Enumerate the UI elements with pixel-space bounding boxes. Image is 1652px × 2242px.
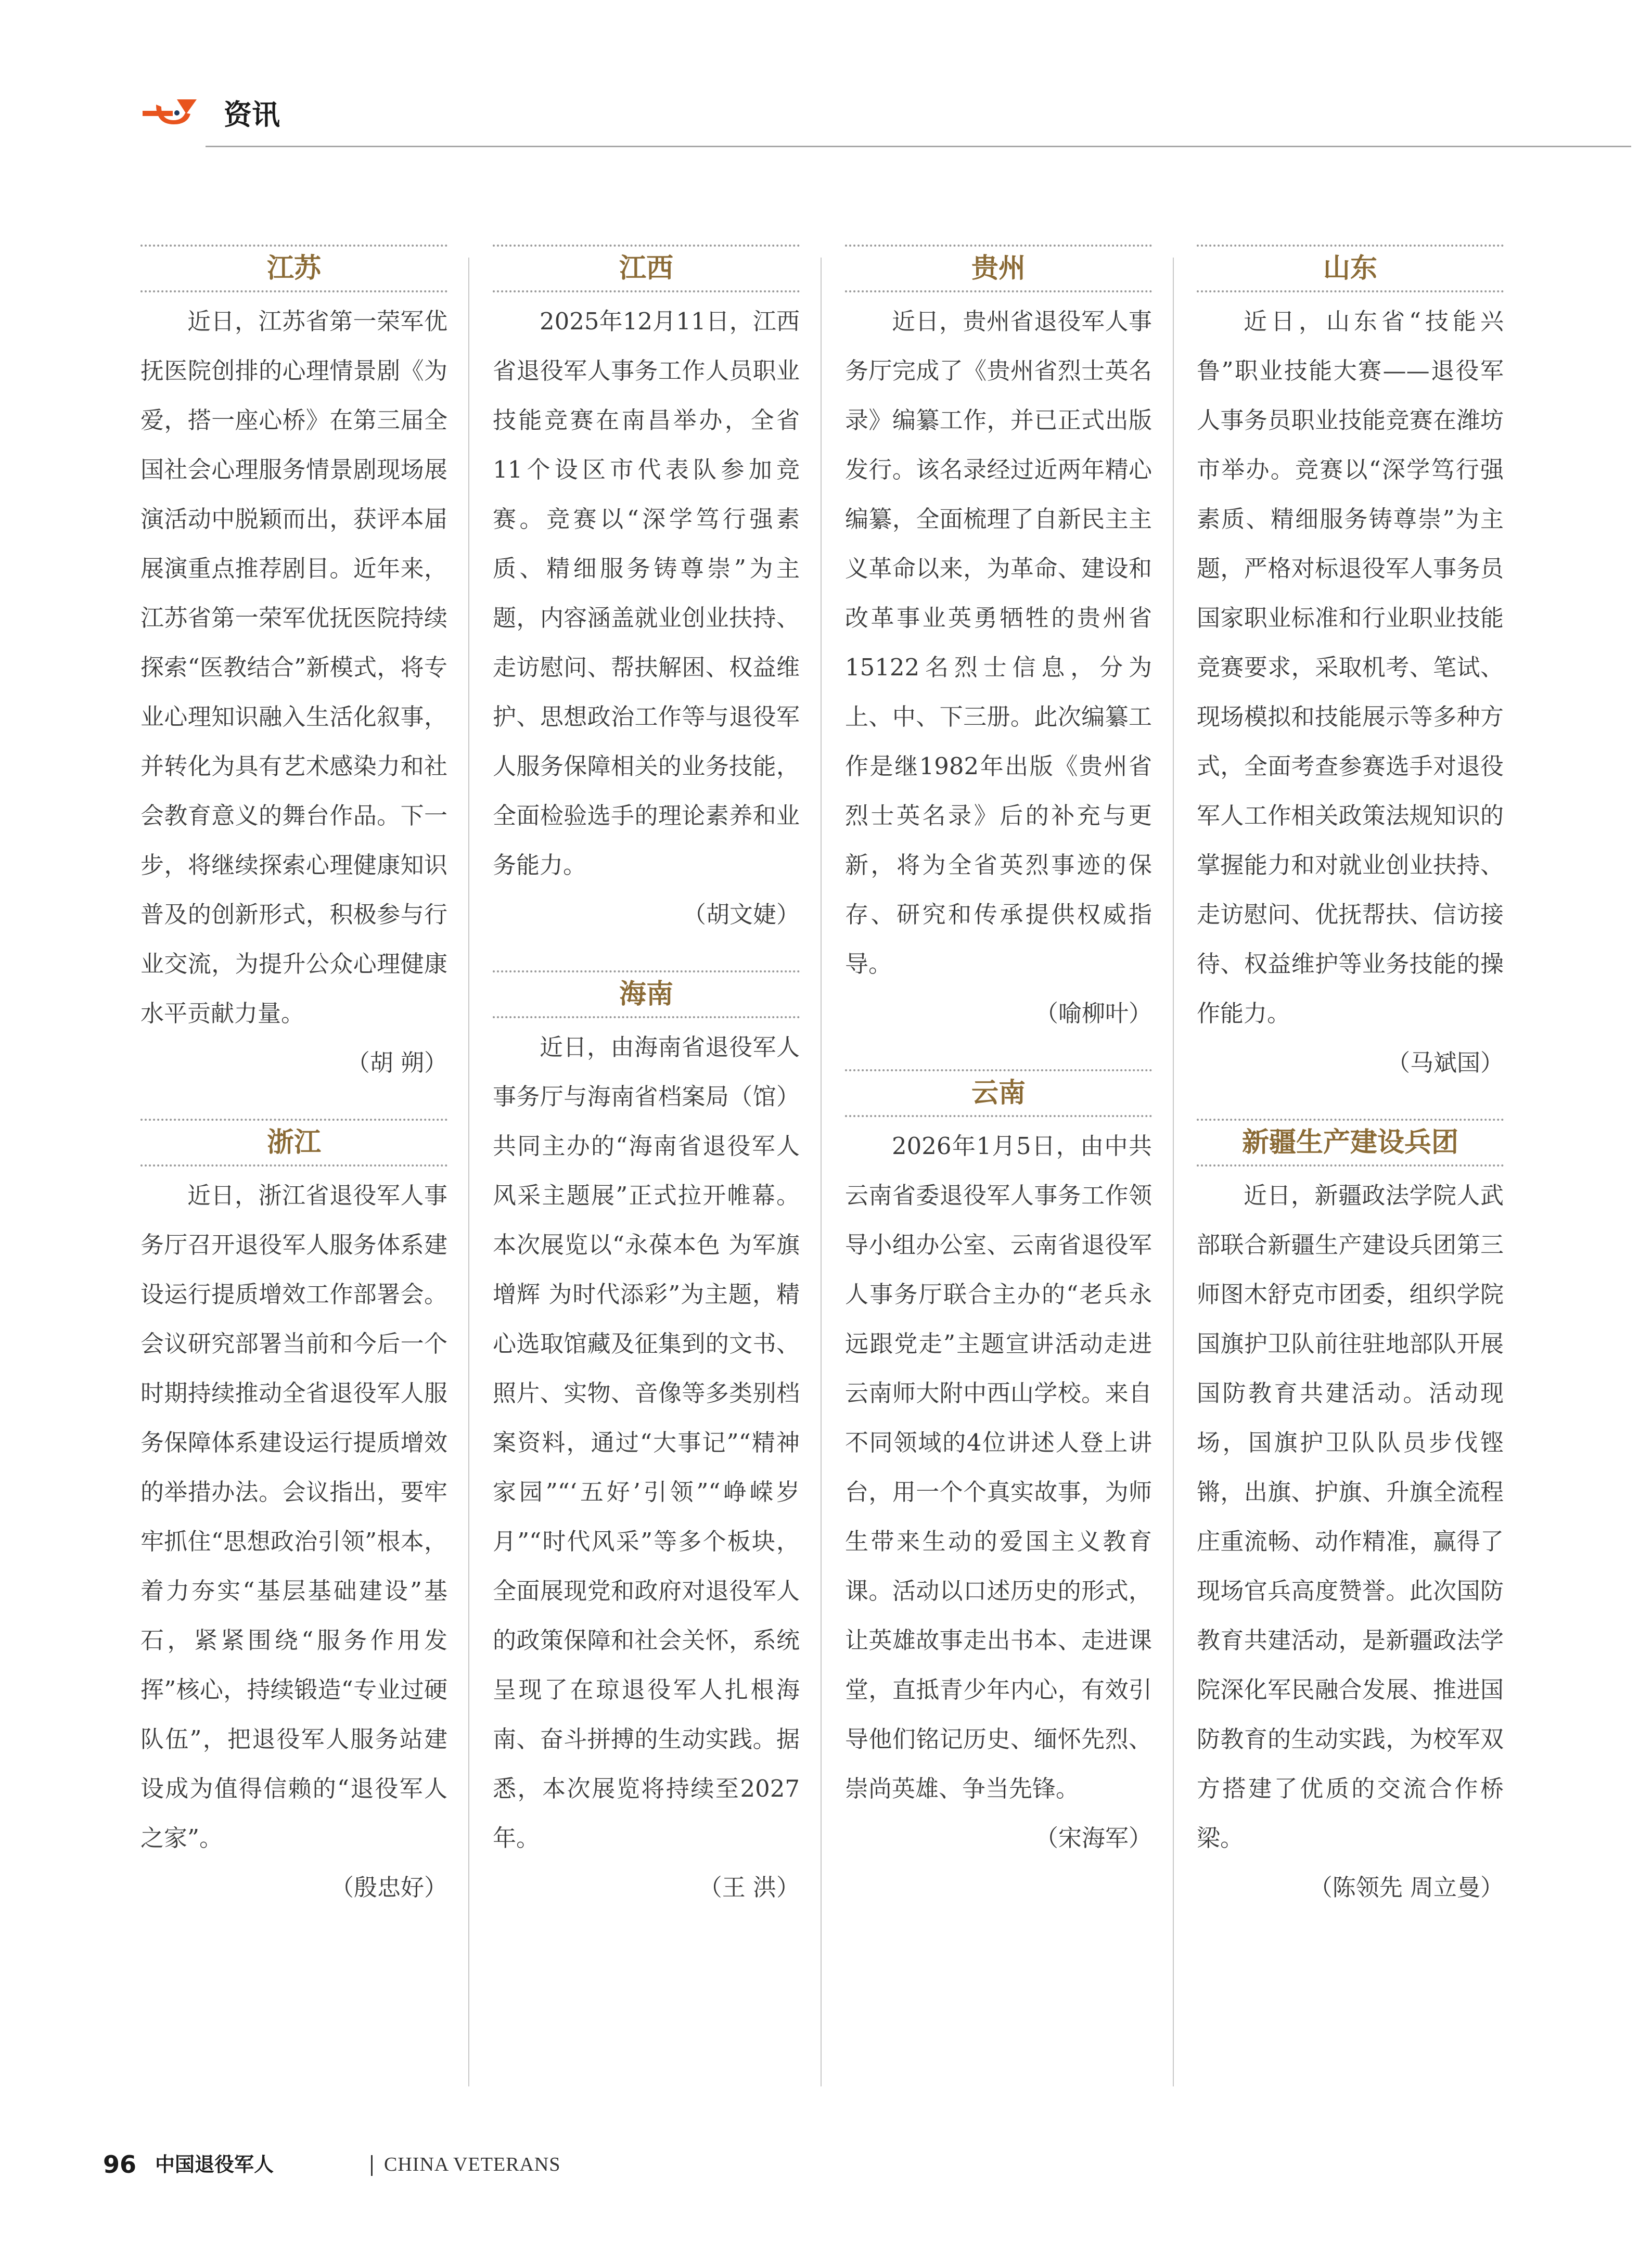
column-divider [1173, 258, 1174, 2086]
news-item-shandong [1197, 245, 1504, 1087]
news-item-zhejiang [140, 1119, 447, 1912]
region-heading: 云南 [845, 1069, 1152, 1117]
region-heading: 贵州 [845, 245, 1152, 292]
column-divider [821, 258, 822, 2086]
news-column-2 [493, 245, 800, 1912]
article-byline: （马斌国） [1386, 1049, 1504, 1077]
article-body: 近日，贵州省退役军人事务厅完成了《贵州省烈士英名录》编纂工作，并已正式出版发行。该名录经过近两年精心编纂，全面梳理了自新民主主义革命以来，为革命、建设和改革事业英勇牺牲的贵州省15122名烈士信息，分为上、中、下三册。此次编纂工作是继1982年出版《贵州省烈士英名录》后的补充与更新，将为全省英烈事迹的保存、研究和传承提供权威指导。 [845, 308, 1152, 978]
region-heading: 新疆生产建设兵团 [1197, 1119, 1504, 1167]
region-heading: 浙江 [140, 1119, 447, 1167]
article-byline: （王 洪） [698, 1874, 800, 1901]
news-item-xinjiang-bingtuan [1197, 1119, 1504, 1912]
news-column-1 [140, 245, 447, 1912]
article-body: 2025年12月11日，江西省退役军人事务工作人员职业技能竞赛在南昌举办，全省11个设区市代表队参加竞赛。竞赛以“深学笃行强素质、精细服务铸尊崇”为主题，内容涵盖就业创业扶持、走访慰问、帮扶解困、权益维护、思想政治工作等与退役军人服务保障相关的业务技能，全面检验选手的理论素养和业务能力。 [493, 308, 800, 879]
footer-separator [371, 2155, 373, 2176]
article-body: 近日，江苏省第一荣军优抚医院创排的心理情景剧《为爱，搭一座心桥》在第三届全国社会心理服务情景剧现场展演活动中脱颖而出，获评本届展演重点推荐剧目。近年来，江苏省第一荣军优抚医院持续探索“医教结合”新模式，将专业心理知识融入生活化叙事，并转化为具有艺术感染力和社会教育意义的舞台作品。下一步，将继续探索心理健康知识普及的创新形式，积极参与行业交流，为提升公众心理健康水平贡献力量。 [140, 308, 447, 1027]
column-divider [468, 258, 469, 2086]
article-body: 2026年1月5日，由中共云南省委退役军人事务工作领导小组办公室、云南省退役军人事务厅联合主办的“老兵永远跟党走”主题宣讲活动走进云南师大附中西山学校。来自不同领域的4位讲述人登上讲台，用一个个真实故事，为师生带来生动的爱国主义教育课。活动以口述历史的形式，让英雄故事走出书本、走进课堂，直抵青少年内心，有效引导他们铭记历史、缅怀先烈、崇尚英雄、争当先锋。 [845, 1132, 1152, 1802]
news-item-jiangxi [493, 245, 800, 939]
region-heading: 江苏 [140, 245, 447, 292]
magazine-name-en: CHINA VETERANS [384, 2154, 561, 2175]
page-number: 96 [103, 2150, 137, 2179]
news-item-hainan [493, 970, 800, 1912]
article-byline: （胡文婕） [682, 901, 800, 928]
article-body: 近日，由海南省退役军人事务厅与海南省档案局（馆）共同主办的“海南省退役军人风采主题展”正式拉开帷幕。本次展览以“永葆本色 为军旗增辉 为时代添彩”为主题，精心选取馆藏及征集到的文书、照片、实物、音像等多类别档案资料，通过“大事记”“精神家园”“‘五好’引领”“峥嵘岁月”“时代风采”等多个板块，全面展现党和政府对退役军人的政策保障和社会关怀，系统呈现了在琼退役军人扎根海南、奋斗拼搏的生动实践。据悉，本次展览将持续至2027年。 [493, 1033, 800, 1852]
news-item-yunnan [845, 1069, 1152, 1863]
article-body: 近日，浙江省退役军人事务厅召开退役军人服务体系建设运行提质增效工作部署会。会议研究部署当前和今后一个时期持续推动全省退役军人服务保障体系建设运行提质增效的举措办法。会议指出，要牢牢抓住“思想政治引领”根本，着力夯实“基层基础建设”基石，紧紧围绕“服务作用发挥”核心，持续锻造“专业过硬队伍”，把退役军人服务站建设成为值得信赖的“退役军人之家”。 [140, 1182, 447, 1852]
news-item-guizhou [845, 245, 1152, 1038]
article-byline: （陈领先 周立曼） [1309, 1874, 1504, 1901]
article-byline: （宋海军） [1034, 1824, 1152, 1852]
region-heading: 山东 [1197, 245, 1504, 292]
news-item-jiangsu [140, 245, 447, 1087]
header-divider [206, 146, 1631, 147]
region-heading: 海南 [493, 970, 800, 1018]
article-body: 近日，新疆政法学院人武部联合新疆生产建设兵团第三师图木舒克市团委，组织学院国旗护卫队前往驻地部队开展国防教育共建活动。活动现场，国旗护卫队队员步伐铿锵，出旗、护旗、升旗全流程庄重流畅、动作精准，赢得了现场官兵高度赞誉。此次国防教育共建活动，是新疆政法学院深化军民融合发展、推进国防教育的生动实践，为校军双方搭建了优质的交流合作桥梁。 [1197, 1182, 1504, 1852]
magazine-name: 中国退役军人 [155, 2153, 274, 2176]
section-title: 资讯 [224, 98, 280, 131]
brand-logo-icon [140, 95, 199, 132]
news-column-3 [845, 245, 1152, 1863]
article-body: 近日，山东省“技能兴鲁”职业技能大赛——退役军人事务员职业技能竞赛在潍坊市举办。竞赛以“深学笃行强素质、精细服务铸尊崇”为主题，严格对标退役军人事务员国家职业标准和行业职业技能竞赛要求，采取机考、笔试、现场模拟和技能展示等多种方式，全面考查参赛选手对退役军人工作相关政策法规知识的掌握能力和对就业创业扶持、走访慰问、优抚帮扶、信访接待、权益维护等业务技能的操作能力。 [1197, 308, 1504, 1027]
region-heading: 江西 [493, 245, 800, 292]
article-byline: （胡 朔） [346, 1049, 447, 1077]
article-byline: （喻柳叶） [1034, 1000, 1152, 1027]
news-column-4 [1197, 245, 1504, 1912]
article-byline: （殷忠好） [330, 1874, 447, 1901]
